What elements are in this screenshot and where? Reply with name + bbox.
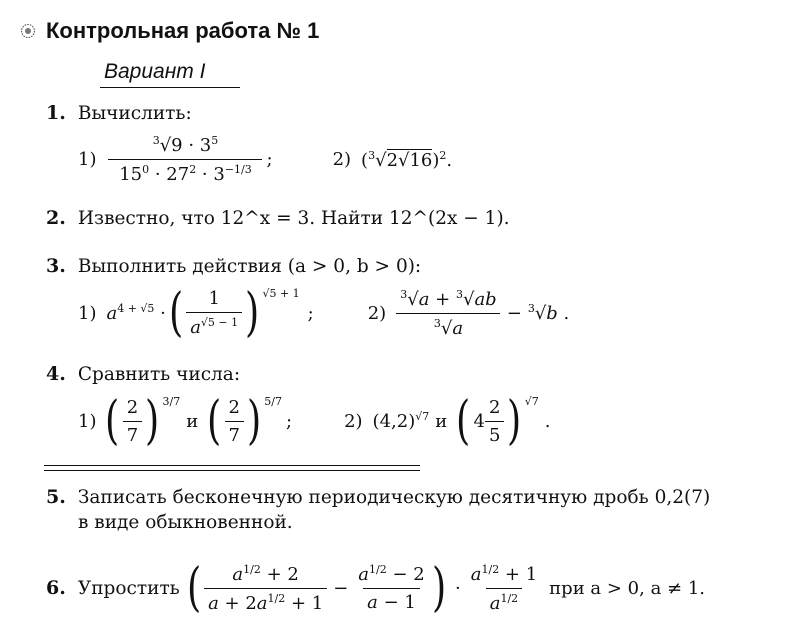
problem-number: 4. (46, 363, 66, 385)
formula-3-1: $a^{4 + √5}$ · (106, 302, 166, 324)
part-label: 1) (78, 302, 97, 324)
part-label: 2) (332, 149, 352, 170)
seal-icon (20, 22, 36, 40)
formula-3-2: $\frac{^3√a + ^3√ab}{^3√a}$ (396, 288, 501, 339)
problem-3-parts: 1) $a^{4 + √5}$ · ( $\frac{1}{a^{√5 - 1}}$ ) $^{√5 + 1}$ ; 2) $\frac{^3√a + ^3√ab}{^3√a}$ − $^3$√b . (78, 283, 570, 343)
problem-text: Вычислить: (77, 102, 192, 124)
problem-2 (46, 207, 510, 229)
variant-underline (100, 87, 240, 88)
problem-text: Сравнить числа: (77, 363, 241, 385)
problem-text: Выполнить действия (a > 0, b > 0): (77, 255, 422, 277)
problem-6 (46, 558, 705, 618)
problem-4 (46, 363, 240, 385)
formula-6: ( $\frac{a^{1/2} + 2}{a + 2a^{1/2} + 1}$ − $\frac{a^{1/2} - 2}{a - 1}$ ) · $\frac{a^{1/2} + 1}{a^{1/2}}$ при a > 0, a ≠ 1. (186, 558, 705, 618)
problem-4-parts: 1) ( $\frac{2}{7}$ ) $^{3/7}$ и ( $\frac{2}{7}$ ) $^{5/7}$ ; 2) $(4,2)^{√7}$ и ( 4 $\frac{2}{5}$ ) $^{√7}$ . (78, 391, 551, 451)
part-label: 2) (344, 410, 363, 432)
problem-1 (46, 102, 192, 124)
part-label: 2) (367, 302, 387, 324)
formula-1-1: $\frac{^3√9 \cdot 3^5}{15^0 \cdot 27^2 \cdot 3^{-1/3}}$ (108, 134, 262, 185)
and-word: и (186, 410, 199, 432)
problem-text: Известно, что 12^x = 3. Найти 12^(2x − 1). (77, 207, 510, 229)
problem-number: 5. (46, 486, 66, 508)
and-word: и (435, 410, 448, 432)
part-label: 1) (78, 410, 97, 432)
problem-number: 3. (46, 255, 66, 277)
separator-line (44, 465, 420, 466)
page-title (20, 18, 319, 44)
problem-number: 6. (46, 577, 66, 599)
separator-line (44, 470, 420, 471)
problem-3 (46, 255, 421, 277)
problem-1-parts: 1) $\frac{^3√9 \cdot 3^5}{15^0 \cdot 27^2 \cdot 3^{-1/3}}$ ; 2) $(^3√2√16)^2$. (78, 134, 453, 185)
problem-text-cont: в виде обыкновенной. (78, 512, 293, 533)
condition-text: при a > 0, a ≠ 1. (549, 577, 705, 599)
problem-text: Упростить (77, 577, 180, 599)
problem-text: Записать бесконечную периодическую десятичную дробь 0,2(7) (77, 486, 711, 508)
problem-5 (46, 486, 710, 508)
variant-label: Вариант I (104, 60, 206, 83)
formula-1-2: $(^3√2√16)^2$. (361, 148, 453, 171)
problem-5-cont (78, 512, 293, 533)
problem-number: 1. (46, 102, 66, 124)
problem-number: 2. (46, 207, 66, 229)
title-text: Контрольная работа № 1 (46, 18, 320, 43)
part-label: 1) (78, 149, 97, 170)
